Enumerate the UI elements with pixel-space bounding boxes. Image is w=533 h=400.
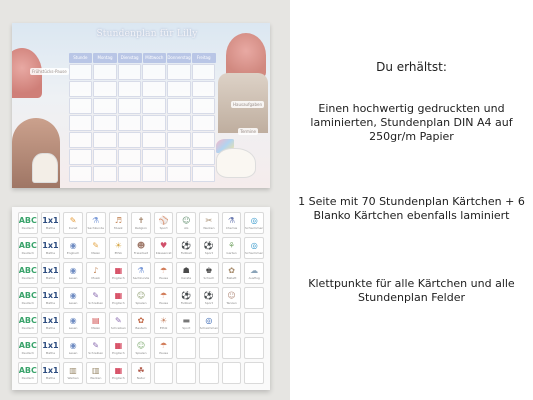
- timetable-card: [86, 237, 106, 259]
- timetable-card: [154, 237, 174, 259]
- card-glyph: ☘: [137, 366, 145, 375]
- timetable-cell: [118, 149, 142, 165]
- day-header-row: [68, 53, 216, 63]
- info-paragraph-velcro: Klettpunkte für alle Kärtchen und alle Stundenplan Felder: [308, 277, 515, 304]
- timetable-cell: [142, 149, 166, 165]
- timetable-card: [18, 262, 38, 284]
- card-label: Karate: [181, 276, 192, 280]
- timetable-cell: [69, 149, 93, 165]
- timetable-cell: [192, 132, 216, 148]
- card-label: Mathe: [45, 376, 56, 380]
- card-glyph: ✎: [69, 216, 77, 225]
- timetable-card: [41, 312, 61, 334]
- day-header: Stunde: [69, 53, 93, 63]
- timetable-card: [109, 362, 129, 384]
- card-glyph: ◉: [69, 266, 77, 275]
- timetable-grid: [68, 53, 216, 183]
- timetable-card: [86, 287, 106, 309]
- card-label: Lesen: [68, 351, 78, 355]
- card-glyph: ◎: [250, 241, 258, 250]
- card-glyph: ◉: [69, 291, 77, 300]
- card-glyph: ☀: [160, 316, 168, 325]
- timetable-poster: [12, 23, 270, 188]
- card-glyph: ▥: [91, 366, 100, 375]
- card-glyph: ✎: [115, 316, 122, 325]
- timetable-card: [222, 287, 242, 309]
- timetable-card: [131, 212, 151, 234]
- timetable-card: [199, 287, 219, 309]
- card-glyph: 1x1: [42, 266, 59, 275]
- timetable-card: [176, 262, 196, 284]
- card-label: Mathe: [45, 301, 56, 305]
- timetable-card: [109, 337, 129, 359]
- card-label: Malen: [91, 326, 101, 330]
- card-glyph: ABC: [18, 291, 37, 300]
- card-label: Englisch: [66, 251, 80, 255]
- card-glyph: ♥: [160, 241, 168, 250]
- card-label: Deutsch: [21, 376, 34, 380]
- card-glyph: ABC: [18, 316, 37, 325]
- timetable-cell: [118, 166, 142, 182]
- timetable-card: [176, 287, 196, 309]
- card-glyph: ⚗: [227, 216, 236, 225]
- timetable-cell: [167, 166, 191, 182]
- card-label: Ausflug: [248, 276, 260, 280]
- card-label: Werken: [67, 376, 79, 380]
- timetable-cell: [192, 149, 216, 165]
- card-glyph: 1x1: [42, 366, 59, 375]
- timetable-card: [131, 362, 151, 384]
- timetable-cell: [93, 81, 117, 97]
- timetable-card: [86, 337, 106, 359]
- timetable-card: [199, 262, 219, 284]
- timetable-card: [131, 287, 151, 309]
- card-glyph: ♬: [114, 216, 122, 225]
- timetable-cell: [192, 98, 216, 114]
- card-glyph: ☂: [160, 341, 168, 350]
- card-glyph: ♚: [205, 266, 213, 275]
- timetable-cell: [167, 149, 191, 165]
- day-header: Mittwoch: [143, 53, 167, 63]
- timetable-cell: [142, 64, 166, 80]
- timetable-cell: [118, 64, 142, 80]
- timetable-card: [41, 237, 61, 259]
- blank-card: [244, 337, 264, 359]
- blank-card: [222, 312, 242, 334]
- card-glyph: ☺: [136, 291, 146, 300]
- timetable-card: [154, 212, 174, 234]
- card-glyph: ✎: [92, 291, 100, 300]
- timetable-card: [63, 262, 83, 284]
- timetable-card: [41, 287, 61, 309]
- card-glyph: ♪: [93, 266, 99, 275]
- timetable-card: [63, 287, 83, 309]
- blank-card: [222, 362, 242, 384]
- timetable-card: [154, 262, 174, 284]
- blank-card: [244, 362, 264, 384]
- card-label: Basteln: [135, 326, 147, 330]
- timetable-cell: [118, 98, 142, 114]
- card-label: Englisch: [112, 301, 125, 305]
- card-label: Ballett: [226, 276, 237, 280]
- timetable-card: [41, 262, 61, 284]
- timetable-cell: [142, 132, 166, 148]
- card-label: Musik: [114, 226, 123, 230]
- blank-card: [154, 362, 174, 384]
- timetable-card: [41, 362, 61, 384]
- timetable-cell: [142, 166, 166, 182]
- unicorn-illustration: [216, 148, 256, 178]
- card-label: Pause: [159, 276, 169, 280]
- card-glyph: ✎: [92, 341, 100, 350]
- card-glyph: 1x1: [42, 241, 59, 250]
- card-glyph: ✿: [228, 266, 235, 275]
- blank-card: [244, 287, 264, 309]
- timetable-card: [244, 237, 264, 259]
- timetable-cell: [118, 132, 142, 148]
- timetable-card: [222, 237, 242, 259]
- card-label: Deutsch: [21, 351, 34, 355]
- card-label: Freiarbeit: [133, 251, 149, 255]
- card-glyph: ⚽: [181, 241, 192, 250]
- timetable-cell: [167, 64, 191, 80]
- card-glyph: ▤: [91, 316, 100, 325]
- card-glyph: ABC: [18, 216, 37, 225]
- card-label: Englisch: [112, 351, 125, 355]
- timetable-card: [131, 237, 151, 259]
- card-glyph: ⚗: [92, 216, 100, 225]
- blank-card: [222, 337, 242, 359]
- card-glyph: ✎: [92, 241, 100, 250]
- timetable-card: [86, 312, 106, 334]
- card-label: Sport: [159, 226, 168, 230]
- day-header: Dienstag: [118, 53, 142, 63]
- card-glyph: ◎: [250, 216, 258, 225]
- card-glyph: ▬: [182, 316, 191, 325]
- day-header: Donnerstag: [167, 53, 191, 63]
- card-label: Fußball: [180, 301, 192, 305]
- card-label: Deutsch: [21, 276, 34, 280]
- card-glyph: ABC: [18, 366, 37, 375]
- timetable-card: [176, 312, 196, 334]
- timetable-card: [86, 362, 106, 384]
- card-label: Englisch: [112, 276, 125, 280]
- timetable-cell: [69, 166, 93, 182]
- poster-title: Stundenplan für Lilly: [96, 29, 198, 39]
- card-label: Schach: [203, 276, 215, 280]
- card-label: Mathe: [45, 351, 56, 355]
- card-label: Garten: [226, 251, 237, 255]
- card-label: Lesen: [68, 301, 78, 305]
- card-label: Deutsch: [21, 226, 34, 230]
- card-label: Schwimmen: [199, 326, 219, 330]
- card-glyph: ⚗: [137, 266, 145, 275]
- timetable-card: [109, 312, 129, 334]
- timetable-card: [199, 312, 219, 334]
- timetable-card: [244, 262, 264, 284]
- info-paragraph-cards: 1 Seite mit 70 Stundenplan Kärtchen + 6 Blanko Kärtchen ebenfalls laminiert: [298, 195, 525, 222]
- card-label: Pause: [159, 301, 169, 305]
- blank-card: [176, 362, 196, 384]
- timetable-cell: [142, 98, 166, 114]
- card-label: Ethik: [159, 326, 168, 330]
- timetable-cell: [142, 115, 166, 131]
- timetable-card: [18, 337, 38, 359]
- card-glyph: 1x1: [42, 316, 59, 325]
- timetable-cell: [192, 64, 216, 80]
- timetable-cell: [118, 81, 142, 97]
- timetable-card: [63, 212, 83, 234]
- card-label: Fußball: [180, 251, 192, 255]
- card-label: Englisch: [112, 376, 125, 380]
- card-label: Chemie: [225, 226, 238, 230]
- timetable-card: [18, 312, 38, 334]
- card-label: Deutsch: [21, 301, 34, 305]
- card-glyph: ☗: [182, 266, 190, 275]
- card-label: Werken: [203, 226, 215, 230]
- card-glyph: ▦: [114, 291, 123, 300]
- card-glyph: ☂: [160, 291, 168, 300]
- card-glyph: ☺: [136, 341, 146, 350]
- day-header: Montag: [93, 53, 117, 63]
- timetable-card: [86, 212, 106, 234]
- timetable-cells: [68, 63, 216, 182]
- card-label: Mathe: [45, 251, 56, 255]
- timetable-card: [154, 337, 174, 359]
- card-label: Schreiben: [88, 301, 104, 305]
- card-label: Sachkunde: [87, 226, 104, 230]
- timetable-card: [109, 237, 129, 259]
- card-label: Schreiben: [88, 351, 104, 355]
- timetable-cell: [93, 115, 117, 131]
- card-label: Musik: [91, 276, 101, 280]
- card-label: Spielen: [135, 301, 147, 305]
- card-glyph: ✂: [205, 216, 213, 225]
- card-sheet: [12, 207, 270, 390]
- card-label: Mathe: [45, 276, 56, 280]
- blank-card: [244, 312, 264, 334]
- timetable-card: [18, 287, 38, 309]
- timetable-cell: [192, 166, 216, 182]
- mushroom-house-illustration: [226, 33, 266, 78]
- timetable-cell: [167, 115, 191, 131]
- timetable-cell: [192, 115, 216, 131]
- timetable-cell: [93, 64, 117, 80]
- card-glyph: ◉: [69, 316, 77, 325]
- card-label: Deutsch: [21, 251, 34, 255]
- timetable-card: [109, 212, 129, 234]
- timetable-card: [86, 262, 106, 284]
- timetable-cell: [69, 64, 93, 80]
- blank-card: [176, 337, 196, 359]
- timetable-cell: [69, 81, 93, 97]
- timetable-cell: [93, 166, 117, 182]
- card-label: Werken: [90, 376, 102, 380]
- card-label: Tanzen: [226, 301, 237, 305]
- card-glyph: ▦: [114, 341, 123, 350]
- card-glyph: ABC: [18, 266, 37, 275]
- card-label: Natur: [136, 376, 146, 380]
- card-label: Lesen: [68, 276, 78, 280]
- card-glyph: ⚘: [227, 241, 236, 250]
- card-glyph: 1x1: [42, 216, 59, 225]
- card-glyph: 1x1: [42, 291, 59, 300]
- card-label: Mathe: [45, 226, 56, 230]
- timetable-card: [63, 362, 83, 384]
- side-label-breakfast: Frühstücks-Pause: [32, 69, 67, 74]
- timetable-cell: [93, 149, 117, 165]
- blank-card: [199, 362, 219, 384]
- timetable-cell: [93, 98, 117, 114]
- card-grid: [18, 212, 264, 384]
- timetable-cell: [167, 81, 191, 97]
- card-glyph: ⚽: [203, 291, 214, 300]
- timetable-cell: [69, 98, 93, 114]
- side-label-appointments: Termine: [240, 129, 256, 134]
- side-label-homework: Hausaufgaben: [233, 102, 262, 107]
- timetable-card: [63, 237, 83, 259]
- timetable-card: [131, 262, 151, 284]
- timetable-card: [18, 362, 38, 384]
- timetable-card: [176, 212, 196, 234]
- day-header: Freitag: [192, 53, 216, 63]
- card-glyph: ☁: [250, 266, 259, 275]
- card-glyph: ☺: [182, 216, 191, 225]
- card-label: AG: [184, 226, 189, 230]
- card-label: Mathe: [45, 326, 56, 330]
- card-label: Lesen: [68, 326, 78, 330]
- timetable-card: [41, 337, 61, 359]
- timetable-card: [41, 212, 61, 234]
- llama-illustration: [32, 153, 58, 183]
- card-glyph: ABC: [18, 241, 37, 250]
- timetable-card: [18, 237, 38, 259]
- card-glyph: ◉: [69, 341, 77, 350]
- timetable-cell: [167, 98, 191, 114]
- timetable-card: [176, 237, 196, 259]
- timetable-card: [222, 262, 242, 284]
- info-title: Du erhältst:: [376, 60, 447, 74]
- timetable-card: [154, 287, 174, 309]
- card-label: Schwimmen: [245, 251, 264, 255]
- timetable-card: [199, 237, 219, 259]
- card-glyph: ☂: [160, 266, 168, 275]
- card-label: Schreiben: [110, 326, 126, 330]
- timetable-card: [222, 212, 242, 234]
- card-label: Kunst: [68, 226, 78, 230]
- card-glyph: ✝: [137, 216, 145, 225]
- card-glyph: ⚽: [203, 241, 214, 250]
- card-glyph: ▥: [69, 366, 77, 375]
- card-label: Deutsch: [21, 326, 34, 330]
- blank-card: [199, 337, 219, 359]
- timetable-card: [154, 312, 174, 334]
- timetable-card: [244, 212, 264, 234]
- card-glyph: 1x1: [42, 341, 59, 350]
- timetable-cell: [118, 115, 142, 131]
- card-glyph: ☀: [114, 241, 122, 250]
- card-glyph: ⚾: [158, 216, 169, 225]
- card-label: Sachkunde: [132, 276, 150, 280]
- timetable-card: [109, 287, 129, 309]
- card-label: Sport: [204, 301, 213, 305]
- card-label: Malen: [91, 251, 101, 255]
- card-label: Spielen: [135, 351, 147, 355]
- card-glyph: ⚽: [181, 291, 192, 300]
- card-label: Sport: [182, 326, 191, 330]
- card-glyph: ABC: [18, 341, 37, 350]
- card-label: Religion: [135, 226, 147, 230]
- card-label: Pause: [159, 351, 169, 355]
- timetable-cell: [192, 81, 216, 97]
- timetable-card: [131, 337, 151, 359]
- timetable-cell: [93, 132, 117, 148]
- card-label: Klassenrat: [155, 251, 172, 255]
- card-glyph: ◎: [205, 316, 213, 325]
- timetable-card: [109, 262, 129, 284]
- card-glyph: ▦: [114, 266, 123, 275]
- timetable-cell: [142, 81, 166, 97]
- card-glyph: ✿: [137, 316, 145, 325]
- timetable-card: [63, 337, 83, 359]
- timetable-cell: [69, 132, 93, 148]
- timetable-card: [199, 212, 219, 234]
- card-glyph: ☺: [227, 291, 236, 300]
- timetable-card: [131, 312, 151, 334]
- timetable-card: [63, 312, 83, 334]
- info-paragraph-print: Einen hochwertig gedruckten und laminierten, Stundenplan DIN A4 auf 250gr/m Papier: [310, 102, 513, 143]
- card-label: Sport: [204, 251, 213, 255]
- card-label: Schwimmen: [245, 226, 264, 230]
- timetable-cell: [167, 132, 191, 148]
- card-label: Ethik: [114, 251, 123, 255]
- card-glyph: ☻: [136, 241, 146, 250]
- card-glyph: ▦: [114, 366, 123, 375]
- card-glyph: ◉: [69, 241, 77, 250]
- timetable-cell: [69, 115, 93, 131]
- timetable-card: [18, 212, 38, 234]
